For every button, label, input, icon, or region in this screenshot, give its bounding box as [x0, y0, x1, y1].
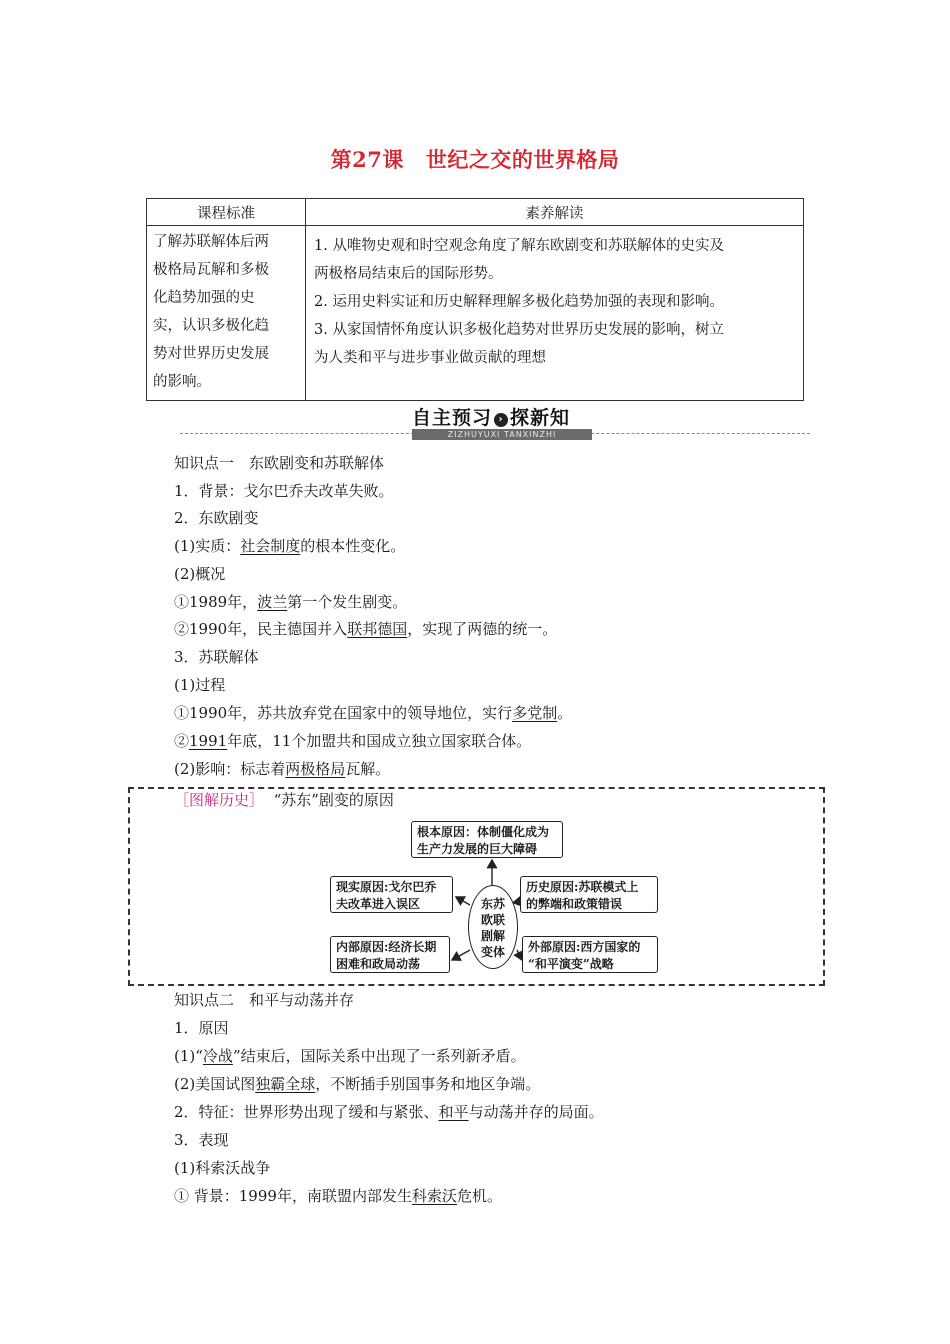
page-title: [0, 144, 950, 174]
box-line: 现实原因:戈尔巴乔: [336, 880, 437, 894]
text-line: [174, 1074, 540, 1094]
standard-line: 化趋势加强的史: [153, 290, 255, 306]
text-line: [174, 1046, 526, 1066]
root-cause-box: [411, 821, 563, 858]
text-span: 的根本性变化。: [300, 537, 406, 555]
text-line: [174, 759, 390, 779]
banner-right-text: 探新知: [510, 407, 571, 429]
text-span: ，不断插手别国事务和地区争端。: [315, 1075, 541, 1093]
text-span: (2)影响：标志着: [174, 760, 286, 778]
text-span: 瓦解。: [345, 760, 391, 778]
external-cause-box: [522, 936, 658, 973]
standard-line: 势对世界历史发展: [153, 346, 269, 362]
text-line: (2)概况: [174, 565, 226, 583]
standard-line: 极格局瓦解和多极: [153, 262, 269, 278]
box-line: “和平演变”战略: [528, 957, 614, 971]
course-standard-cell: [147, 226, 306, 401]
box-line: 困难和政局动荡: [336, 957, 421, 971]
text-span: ②1990年，民主德国并入: [174, 620, 348, 638]
historical-cause-box: [520, 876, 658, 913]
text-span: 。: [557, 704, 573, 722]
text-span: 2．特征：世界形势出现了缓和与紧张、: [174, 1103, 439, 1121]
box-line: 历史原因:苏联模式上: [526, 880, 639, 894]
underlined-answer: 和平: [438, 1103, 469, 1121]
text-line: 3．表现: [174, 1131, 229, 1149]
center-line: 变体: [480, 945, 505, 959]
literacy-line: 为人类和平与进步事业做贡献的理想: [314, 350, 546, 366]
standard-line: 的影响。: [153, 374, 211, 390]
literacy-line: 两极格局结束后的国际形势。: [314, 266, 503, 282]
text-span: ，实现了两德的统一。: [407, 620, 558, 638]
text-line: [174, 731, 531, 751]
standard-line: 了解苏联解体后两: [153, 234, 269, 250]
underlined-answer: 两极格局: [285, 760, 346, 778]
banner-pinyin: ZIZHUYUXI TANXINZHI: [412, 429, 592, 440]
text-line: 1．原因: [174, 1019, 229, 1037]
lesson-name: 世纪之交的世界格局: [425, 147, 620, 172]
text-span: 危机。: [456, 1187, 502, 1205]
underlined-answer: 波兰: [257, 593, 288, 611]
box-line: 夫改革进入误区: [336, 897, 421, 911]
standard-line: 实，认识多极化趋: [153, 318, 269, 334]
text-line: 1．背景：戈尔巴乔夫改革失败。: [174, 482, 394, 500]
figure-title: “苏东”剧变的原因: [273, 791, 394, 809]
literacy-line: 1. 从唯物史观和时空观念角度了解东欧剧变和苏联解体的史实及: [314, 238, 724, 254]
text-line: [174, 592, 407, 612]
text-span: ①1990年，苏共放弃党在国家中的领导地位，实行: [174, 704, 513, 722]
figure-label: ［图解历史］: [174, 791, 265, 809]
literacy-line: 2. 运用史料实证和历史解释理解多极化趋势加强的表现和影响。: [314, 294, 724, 310]
section-heading: 知识点一 东欧剧变和苏联解体: [174, 454, 385, 472]
text-span: (1)“: [174, 1047, 203, 1065]
underlined-answer: 独霸全球: [255, 1075, 316, 1093]
underlined-answer: 科索沃: [411, 1187, 457, 1205]
text-span: ”结束后，国际关系中出现了一系列新矛盾。: [232, 1047, 526, 1065]
table-header-row: [147, 199, 804, 226]
text-span: (1)实质：: [174, 537, 241, 555]
section-banner: [180, 403, 810, 439]
text-line: (1)科索沃战争: [174, 1159, 271, 1177]
text-span: (2)美国试图: [174, 1075, 256, 1093]
text-span: ②: [174, 732, 190, 750]
text-line: 2．东欧剧变: [174, 509, 259, 527]
internal-cause-box: [330, 936, 450, 973]
center-node: [468, 885, 518, 969]
box-line: 内部原因:经济长期: [336, 940, 437, 954]
underlined-answer: 多党制: [512, 704, 558, 722]
arrow-right-icon: ›: [494, 413, 508, 427]
underlined-answer: 1991: [189, 732, 228, 750]
box-line: 根本原因：体制僵化成为: [417, 825, 550, 839]
center-line: 欧联: [480, 913, 505, 927]
standards-table: [146, 198, 804, 401]
table-row: [147, 226, 804, 401]
table-header: 素养解读: [306, 199, 804, 226]
literacy-cell: [306, 226, 804, 401]
center-line: 剧解: [480, 929, 505, 943]
literacy-line: 3. 从家国情怀角度认识多极化趋势对世界历史发展的影响，树立: [314, 322, 724, 338]
underlined-answer: 社会制度: [240, 537, 301, 555]
box-line: 外部原因:西方国家的: [528, 940, 641, 954]
section-heading: 知识点二 和平与动荡并存: [174, 991, 355, 1009]
box-line: 生产力发展的巨大障碍: [417, 842, 538, 856]
table-header: 课程标准: [147, 199, 306, 226]
figure-caption: [174, 789, 394, 810]
center-line: 东苏: [480, 897, 505, 911]
text-span: 第一个发生剧变。: [287, 593, 408, 611]
text-span: ①1989年，: [174, 593, 258, 611]
text-line: [174, 536, 405, 556]
underlined-answer: 联邦德国: [347, 620, 408, 638]
text-span: ① 背景：1999年，南联盟内部发生: [174, 1187, 412, 1205]
banner-left-text: 自主预习: [412, 407, 493, 429]
text-span: 年底，11个加盟共和国成立独立国家联合体。: [227, 732, 532, 750]
text-line: 3．苏联解体: [174, 648, 259, 666]
text-span: 与动荡并存的局面。: [468, 1103, 604, 1121]
banner-title: [408, 403, 574, 430]
text-line: [174, 703, 572, 723]
text-line: (1)过程: [174, 676, 226, 694]
text-line: [174, 619, 557, 639]
text-line: [174, 1186, 502, 1206]
lesson-number: 第27课: [330, 147, 404, 172]
underlined-answer: 冷战: [202, 1047, 233, 1065]
box-line: 的弊端和政策错误: [526, 897, 623, 911]
text-line: [174, 1102, 604, 1122]
realistic-cause-box: [330, 876, 453, 913]
